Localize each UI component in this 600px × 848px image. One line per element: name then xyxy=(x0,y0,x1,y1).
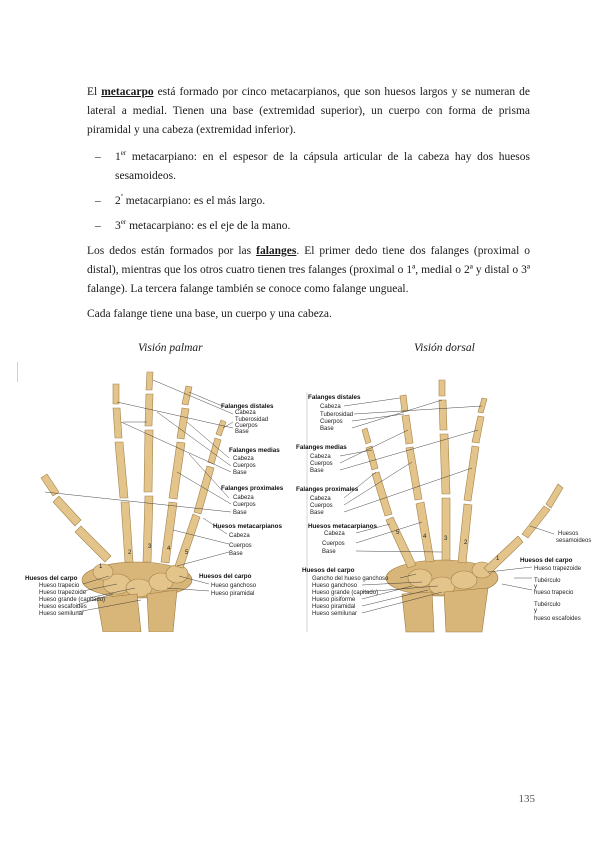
p2-post: . El primer dedo tiene dos falanges (proximal o distal), mientras que los otros cuatro tienen tres falanges (proximal o 1ª, medial o 2ª y distal o 3ª falange). La tercera falange también se conoce como falange ungueal. xyxy=(87,245,531,295)
label-hueso-trapecio: Hueso trapecio xyxy=(39,583,80,589)
num: 1 xyxy=(115,151,121,163)
term-falanges: falanges xyxy=(256,245,297,257)
term-metacarpo: metacarpo xyxy=(101,86,154,98)
label-base: Base xyxy=(233,470,247,476)
label-cuerpos: Cuerpos xyxy=(320,419,343,425)
label-base: Base xyxy=(235,429,249,435)
label-cuerpos: Cuerpos xyxy=(235,423,258,429)
label-falanges-proximales: Falanges proximales xyxy=(221,485,284,492)
label-huesos-sesamoideos: sesamoideos xyxy=(556,538,592,544)
sup: º xyxy=(120,193,123,202)
item-text: metacarpiano: en el espesor de la cápsula articular de la cabeza hay dos huesos sesamoideos. xyxy=(115,151,530,182)
num-1: 1 xyxy=(99,564,103,570)
dash: – xyxy=(95,195,101,207)
label-falanges-distales: Falanges distales xyxy=(308,394,361,401)
label-huesos-metacarpianos: Huesos metacarpianos xyxy=(213,523,282,530)
label-falanges-medias: Falanges medias xyxy=(229,447,280,454)
label-hueso-semilunar: Hueso semilunar xyxy=(39,611,85,617)
list-item xyxy=(87,217,530,236)
label-cabeza: Cabeza xyxy=(320,404,341,410)
palmar-hand-figure xyxy=(17,362,285,632)
label-tuberculo: Tubérculo xyxy=(534,578,561,584)
label-cabeza: Cabeza xyxy=(229,533,250,539)
label-base: Base xyxy=(310,468,324,474)
label-hueso-grande: Hueso grande (capitado) xyxy=(39,597,106,603)
label-y: y xyxy=(534,608,537,614)
num-1: 1 xyxy=(496,556,500,562)
caption-palmar: Visión palmar xyxy=(138,342,203,354)
label-huesos-carpo: Huesos del carpo xyxy=(25,575,78,582)
p1-pre: El xyxy=(87,86,102,98)
label-hueso-pisiforme: Hueso pisiforme xyxy=(312,597,356,603)
label-huesos-carpo: Huesos del carpo xyxy=(520,557,573,564)
label-cabeza: Cabeza xyxy=(233,495,254,501)
label-base: Base xyxy=(320,426,334,432)
sup: er xyxy=(120,149,127,158)
paragraph-partes-falange: Cada falange tiene una base, un cuerpo y una cabeza. xyxy=(87,308,332,320)
num-5: 5 xyxy=(396,530,400,536)
label-hueso-escafoides: Hueso escafoides xyxy=(39,604,87,610)
num-5: 5 xyxy=(185,550,189,556)
num: 3 xyxy=(115,220,121,232)
label-hueso-grande: Hueso grande (capitado) xyxy=(312,590,379,596)
label-tuberculo: Tubérculo xyxy=(534,602,561,608)
list-item xyxy=(87,192,530,211)
metacarpal-list xyxy=(87,148,530,236)
num-4: 4 xyxy=(423,534,427,540)
item-text: metacarpiano: es el más largo. xyxy=(122,195,266,207)
label-tuberosidad: Tuberosidad xyxy=(320,412,354,418)
label-hueso-trapezoide: Hueso trapezoide xyxy=(39,590,87,596)
label-cabeza: Cabeza xyxy=(310,454,331,460)
label-base: Base xyxy=(310,510,324,516)
label-hueso-trapezoide: Hueso trapezoide xyxy=(534,566,582,572)
num-3: 3 xyxy=(148,544,152,550)
label-hueso-ganchoso: Hueso ganchoso xyxy=(211,583,257,589)
paragraph-falanges xyxy=(87,242,530,299)
label-tuberosidad: Tuberosidad xyxy=(235,417,269,423)
label-hueso-ganchoso: Hueso ganchoso xyxy=(312,583,358,589)
label-hueso-piramidal: Hueso piramidal xyxy=(312,604,356,610)
label-cuerpos: Cuerpos xyxy=(310,503,333,509)
label-huesos-carpo: Huesos del carpo xyxy=(302,567,355,574)
body-text xyxy=(87,83,530,324)
label-cuerpos: Cuerpos xyxy=(229,543,252,549)
num-2: 2 xyxy=(128,550,132,556)
label-cuerpos: Cuerpos xyxy=(310,461,333,467)
label-cuerpos: Cuerpos xyxy=(322,541,345,547)
label-y: y xyxy=(534,584,537,590)
dash: – xyxy=(95,220,101,232)
label-cabeza: Cabeza xyxy=(235,410,256,416)
label-base: Base xyxy=(322,549,336,555)
label-base: Base xyxy=(229,551,243,557)
p2-pre: Los dedos están formados por las xyxy=(87,245,257,257)
num-2: 2 xyxy=(464,540,468,546)
list-item xyxy=(87,148,530,186)
label-cuerpos: Cuerpos xyxy=(233,502,256,508)
dorsal-bones xyxy=(362,380,563,632)
label-cabeza: Cabeza xyxy=(310,496,331,502)
item-text: metacarpiano: es el eje de la mano. xyxy=(126,220,291,232)
label-huesos-carpo: Huesos del carpo xyxy=(199,573,252,580)
label-cuerpos: Cuerpos xyxy=(233,463,256,469)
p1-post: está formado por cinco metacarpianos, que son huesos largos y se numeran de lateral a medial. Tienen una base (extremidad superior), un cuerpo con forma de prisma piramidal y una cabeza (extremidad inferior). xyxy=(87,86,530,136)
label-base: Base xyxy=(233,510,247,516)
label-falanges-medias: Falanges medias xyxy=(296,444,347,451)
label-gancho-ganchoso: Gancho del hueso ganchoso xyxy=(312,576,389,582)
paragraph-metacarpo xyxy=(87,83,530,140)
label-huesos-sesamoideos: Huesos xyxy=(558,531,579,537)
page-number: 135 xyxy=(518,793,535,805)
label-hueso-escafoides: hueso escafoides xyxy=(534,616,581,622)
num-3: 3 xyxy=(444,536,448,542)
label-falanges-proximales: Falanges proximales xyxy=(296,486,359,493)
dorsal-hand-figure xyxy=(292,372,592,634)
label-cabeza: Cabeza xyxy=(324,531,345,537)
label-cabeza: Cabeza xyxy=(233,456,254,462)
dash: – xyxy=(95,151,101,163)
num: 2 xyxy=(115,195,121,207)
sup: er xyxy=(120,218,127,227)
label-falanges-distales: Falanges distales xyxy=(221,403,274,410)
label-hueso-piramidal: Hueso piramidal xyxy=(211,591,255,597)
label-huesos-metacarpianos: Huesos metacarpianos xyxy=(308,523,377,530)
label-hueso-trapecio: hueso trapecio xyxy=(534,590,574,596)
num-4: 4 xyxy=(167,546,171,552)
caption-dorsal: Visión dorsal xyxy=(414,342,475,354)
label-hueso-semilunar: Hueso semilunar xyxy=(312,611,358,617)
